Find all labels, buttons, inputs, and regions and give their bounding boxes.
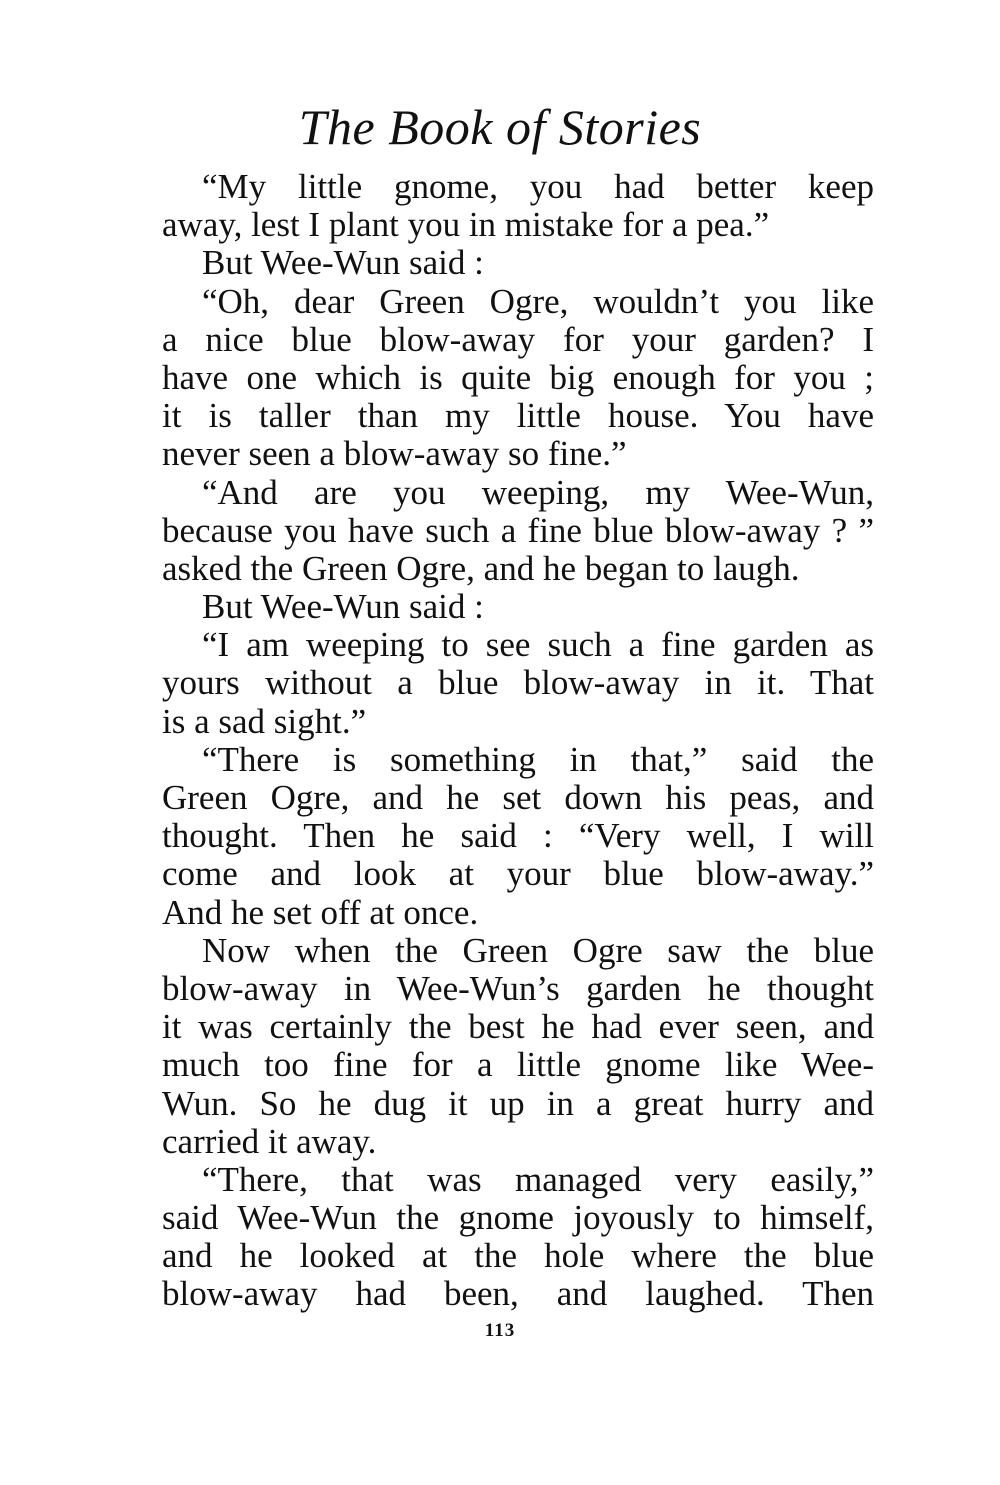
text-line: a nice blue blow-away for your garden? I [162,319,874,359]
text-line: yours without a blue blow-away in it. That [162,663,874,703]
text-line: come and look at your blue blow-away.” [162,854,874,894]
page-number: 113 [484,1320,516,1341]
text-line: because you have such a fine blue blow-away ? ” [162,510,874,550]
text-line: thought. Then he said : “Very well, I will [162,816,874,856]
text-line: blow-away in Wee-Wun’s garden he thought [162,968,874,1008]
text-line: away, lest I plant you in mistake for a pea.” [162,205,770,245]
text-line: “There, that was managed very easily,” [202,1159,874,1199]
text-line: Green Ogre, and he set down his peas, and [162,778,874,817]
text-line: it was certainly the best he had ever seen, and [162,1007,874,1047]
text-line: is a sad sight.” [162,701,367,741]
text-line: and he looked at the hole where the blue [162,1236,874,1276]
text-line: Now when the Green Ogre saw the blue [202,930,874,970]
text-line: “There is something in that,” said the [202,739,874,779]
text-line: “My little gnome, you had better keep [202,167,874,206]
text-line: “I am weeping to see such a fine garden as [202,625,874,665]
text-line: asked the Green Ogre, and he began to laugh. [162,548,800,588]
text-line: “Oh, dear Green Ogre, wouldn’t you like [202,281,874,321]
text-line: never seen a blow-away so fine.” [162,434,627,474]
text-line: blow-away had been, and laughed. Then [162,1274,874,1314]
text-line: much too fine for a little gnome like Wee- [162,1045,874,1085]
text-line: carried it away. [162,1121,377,1161]
text-line: Wun. So he dug it up in a great hurry and [162,1083,874,1123]
text-line: But Wee-Wun said : [202,243,484,283]
text-line: “And are you weeping, my Wee-Wun, [202,472,874,512]
body-text [162,168,874,1314]
text-line: said Wee-Wun the gnome joyously to himself, [162,1198,874,1238]
running-head: The Book of Stories [298,99,702,155]
text-line: have one which is quite big enough for you ; [162,357,874,397]
text-line: it is taller than my little house. You have [162,396,874,436]
text-line: And he set off at once. [162,892,479,932]
text-line: But Wee-Wun said : [202,587,484,627]
